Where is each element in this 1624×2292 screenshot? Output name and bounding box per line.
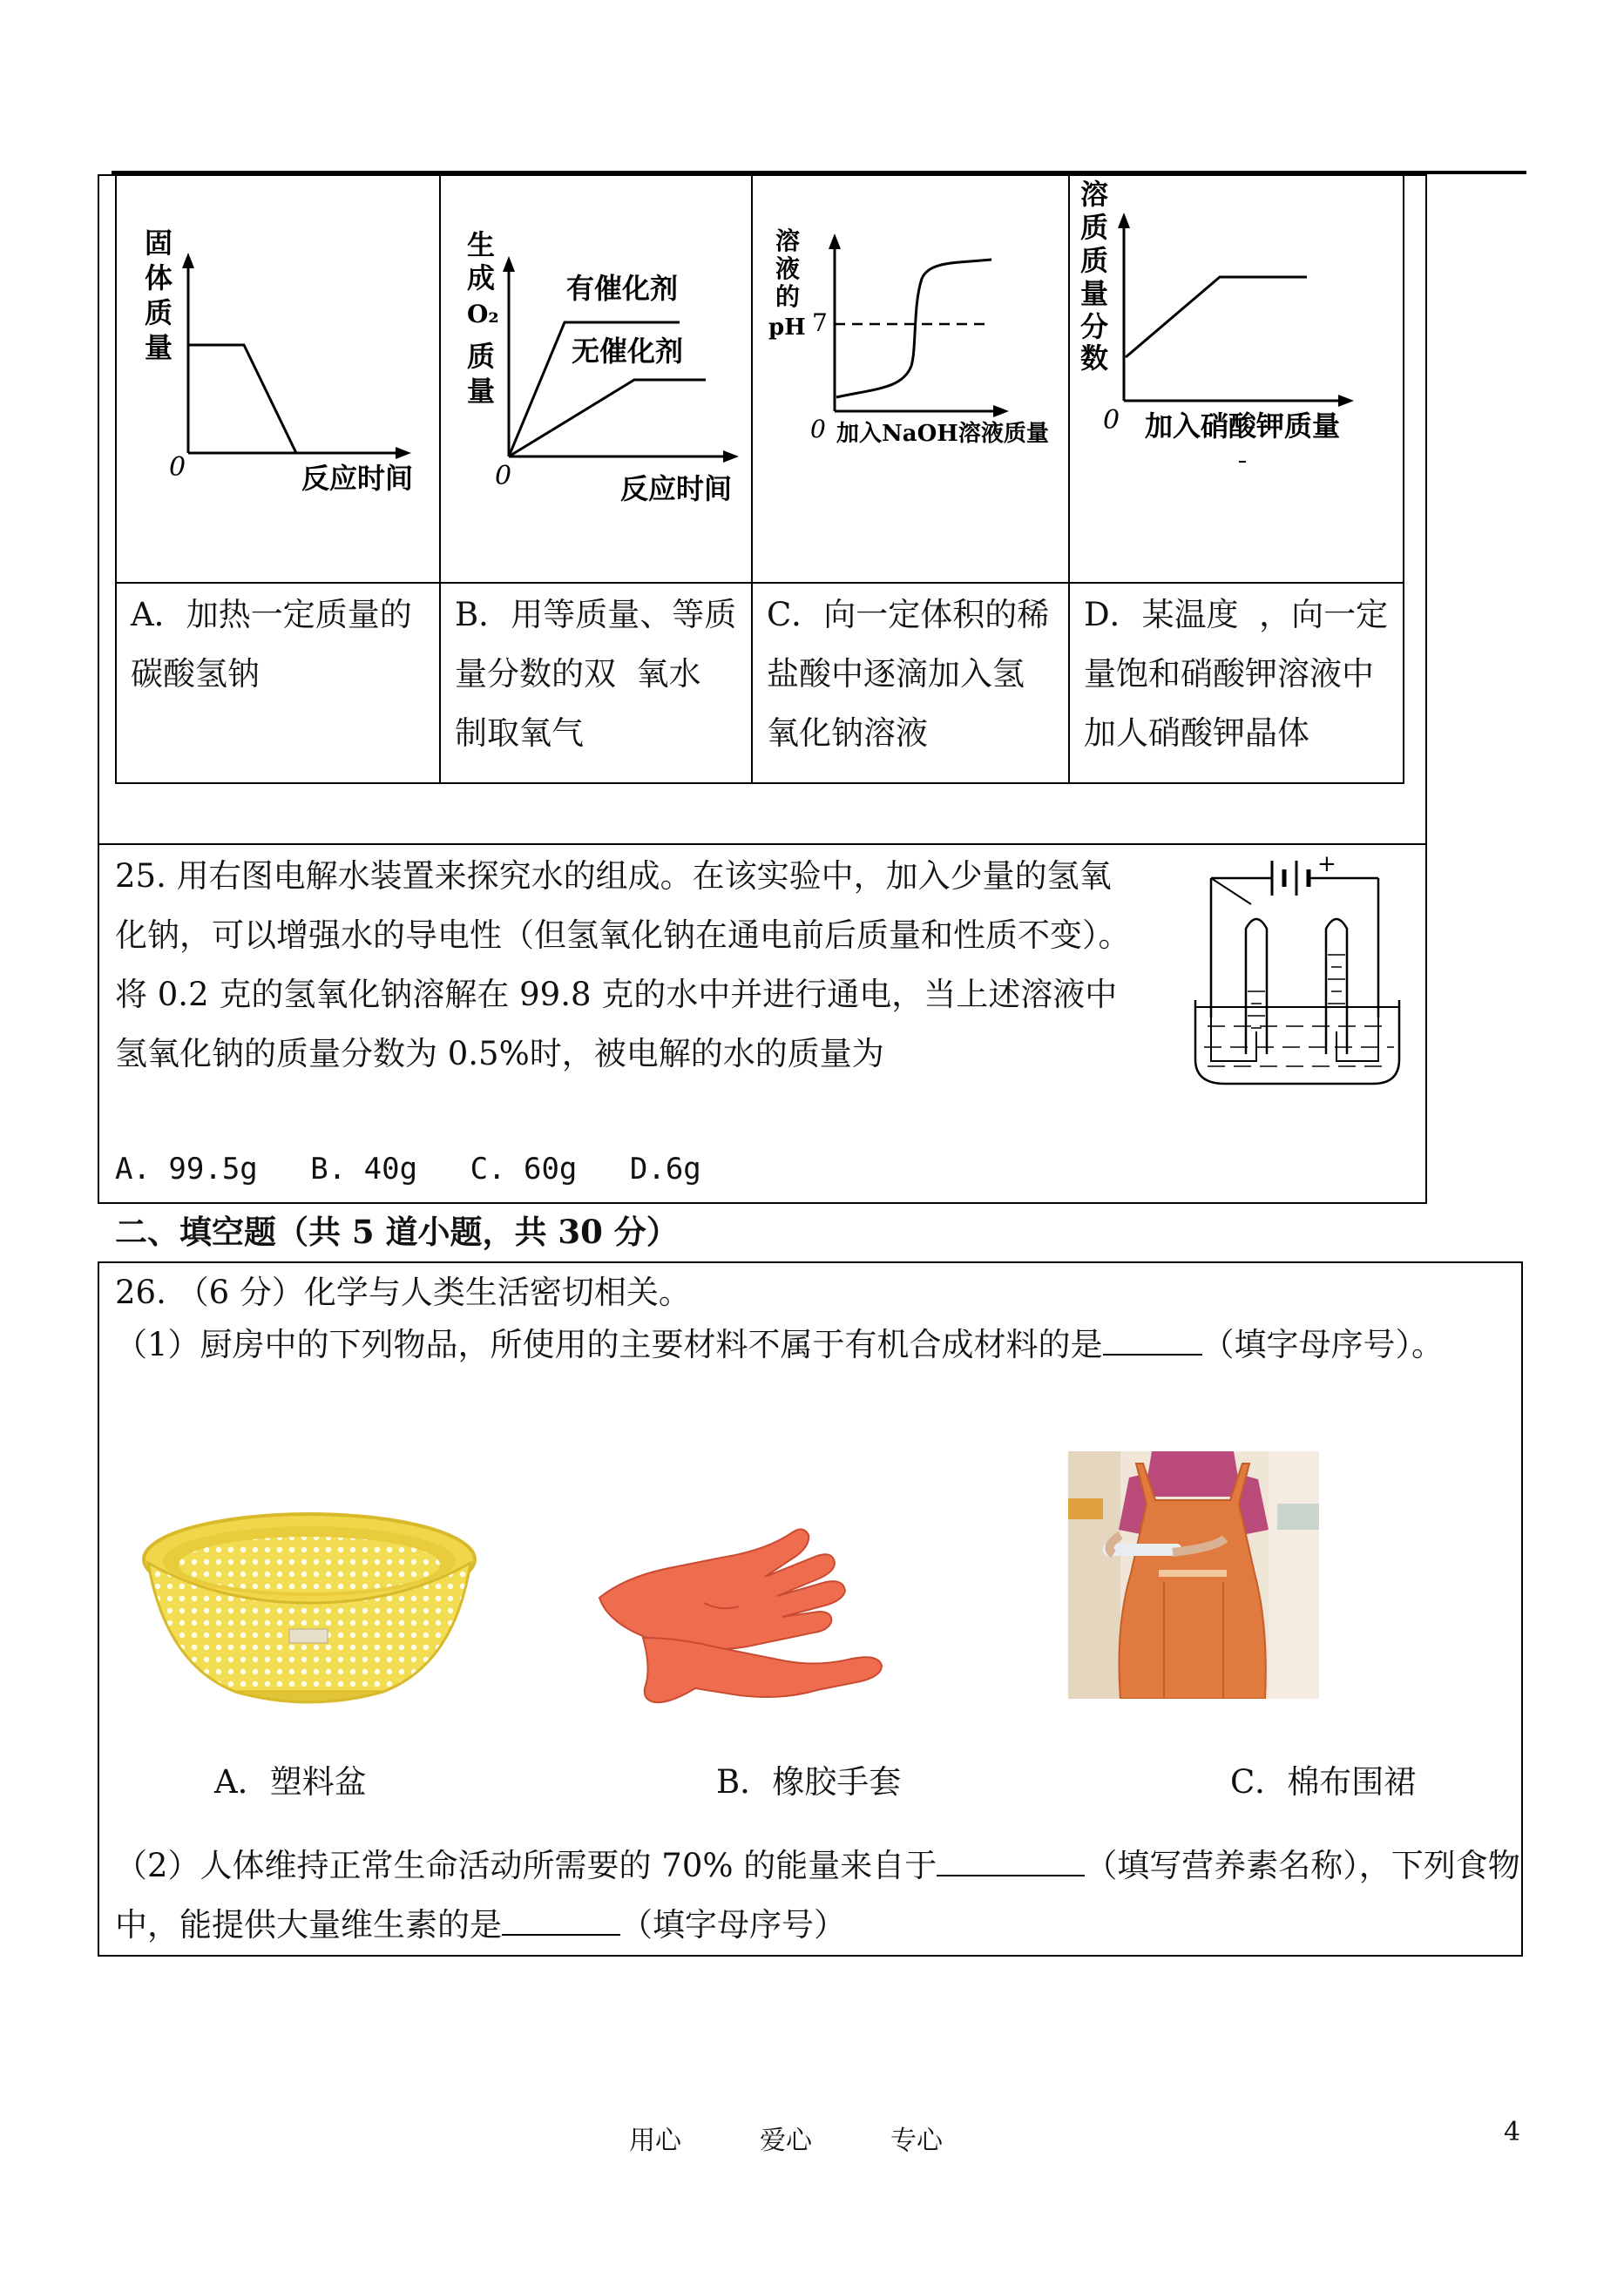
q26-part1: （1）厨房中的下列物品，所使用的主要材料不属于有机合成材料的是 （填字母序号）。 [115,1315,1444,1375]
y-axis-label: 分 [1080,310,1109,343]
page-number: 4 [1504,2117,1521,2147]
option-d: D.6g [629,1152,701,1187]
q25-line-1: 25. 用右图电解水装置来探究水的组成。在该实验中，加入少量的氢氧 [115,857,1112,895]
plastic-basin-image [139,1507,479,1725]
y-axis-label: 量 [467,375,496,408]
option-c-caption: C．向一定体积的稀 盐酸中逐滴加入氢 氧化钠溶液 [767,596,1050,752]
footer-word: 用心 [629,2126,681,2156]
option-b: B. 40g [310,1152,418,1187]
table-col-divider [1068,174,1070,784]
answer-blank[interactable] [1103,1322,1202,1356]
option-a-caption: A．加热一定质量的 碳酸氢钠 [131,596,412,693]
option-b-caption: B．用等质量、等质 量分数的双 氧水 制取氧气 [455,596,737,752]
table-col-divider [751,174,753,784]
y-axis-label: 数 [1080,341,1109,375]
y-axis-label: 量 [1080,277,1109,310]
graph-a [131,218,427,514]
rubber-gloves-image [591,1516,904,1716]
x-axis-label: 反应时间 [301,462,414,495]
option-a: A. 99.5g [115,1152,258,1187]
option-d-caption: D．某温度 ，向一定 量饱和硝酸钾溶液中 加人硝酸钾晶体 [1084,596,1389,752]
origin-label: 0 [495,461,512,491]
option-c: C. 60g [470,1152,578,1187]
ph-7-tick: 7 [812,308,828,337]
q25-options [115,1139,701,1199]
graph-c [763,218,1065,462]
y-axis-label: 的 [775,282,801,311]
answer-blank[interactable] [937,1843,1085,1876]
y-axis-label: 质 [145,296,173,329]
item-c-label: C．棉布围裙 [1230,1763,1417,1801]
y-axis-label: 质 [1080,244,1109,277]
footer-word: 专心 [890,2126,943,2156]
item-b-label: B．橡胶手套 [716,1763,902,1801]
y-axis-label: 生 [467,228,496,261]
y-axis-label: O₂ [467,300,499,328]
y-axis-label: pH [768,314,806,341]
q26-part2-line1: （2）人体维持正常生命活动所需要的 70% 的能量来自于 （填写营养素名称），下列食物 [115,1836,1520,1896]
curve [188,345,296,453]
x-axis-label: 反应时间 [620,472,733,505]
graph-d [1072,178,1403,474]
q25-line-2: 化钠，可以增强水的导电性（但氢氧化钠在通电前后质量和性质不变）。 [115,916,1131,954]
x-axis-label: 加入NaOH溶液质量 [836,421,1049,447]
electrolysis-apparatus [1181,852,1417,1096]
item-a-label: A．塑料盆 [214,1763,367,1801]
x-axis-label: 加入硝酸钾质量 [1145,409,1341,443]
curve-without-catalyst [509,380,706,456]
curve [1126,277,1307,357]
q25-line-4: 氢氧化钠的质量分数为 0.5%时，被电解的水的质量为 [115,1035,884,1072]
section-2-title: 二、填空题（共 5 道小题，共 30 分） [115,1213,679,1251]
q26-title: 26. （6 分）化学与人类生活密切相关。 [115,1274,691,1311]
answer-blank[interactable] [502,1903,620,1936]
table-row-divider [115,582,1404,584]
y-axis-label: 成 [467,261,496,294]
y-axis-label: 质 [1080,211,1109,244]
y-axis-label: 液 [775,254,801,283]
legend-with-catalyst: 有催化剂 [566,272,679,305]
origin-label: 0 [1103,405,1120,436]
water-trough [1195,1000,1399,1084]
q26-part2-line2: 中，能提供大量维生素的是 （填字母序号） [115,1896,846,1955]
battery-icon [1255,852,1336,896]
svg-text:+: + [1317,852,1336,877]
q25-line-3: 将 0.2 克的氢氧化钠溶解在 99.8 克的水中并进行通电，当上述溶液中 [115,976,1118,1013]
y-axis-label: 质 [467,340,496,373]
y-axis-label: 固 [145,226,173,260]
origin-label: 0 [169,452,186,483]
origin-label: 0 [810,415,826,443]
y-axis-label: 溶 [775,226,801,255]
cotton-apron-image [1068,1451,1319,1699]
footer-word: 爱心 [760,2126,812,2156]
y-axis-label: 溶 [1080,178,1109,211]
y-axis-label: 体 [145,261,173,294]
graph-b [453,226,749,523]
y-axis-label: 量 [145,331,173,364]
ph-curve [836,260,991,397]
legend-without-catalyst: 无催化剂 [572,335,684,368]
table-col-divider [439,174,441,784]
